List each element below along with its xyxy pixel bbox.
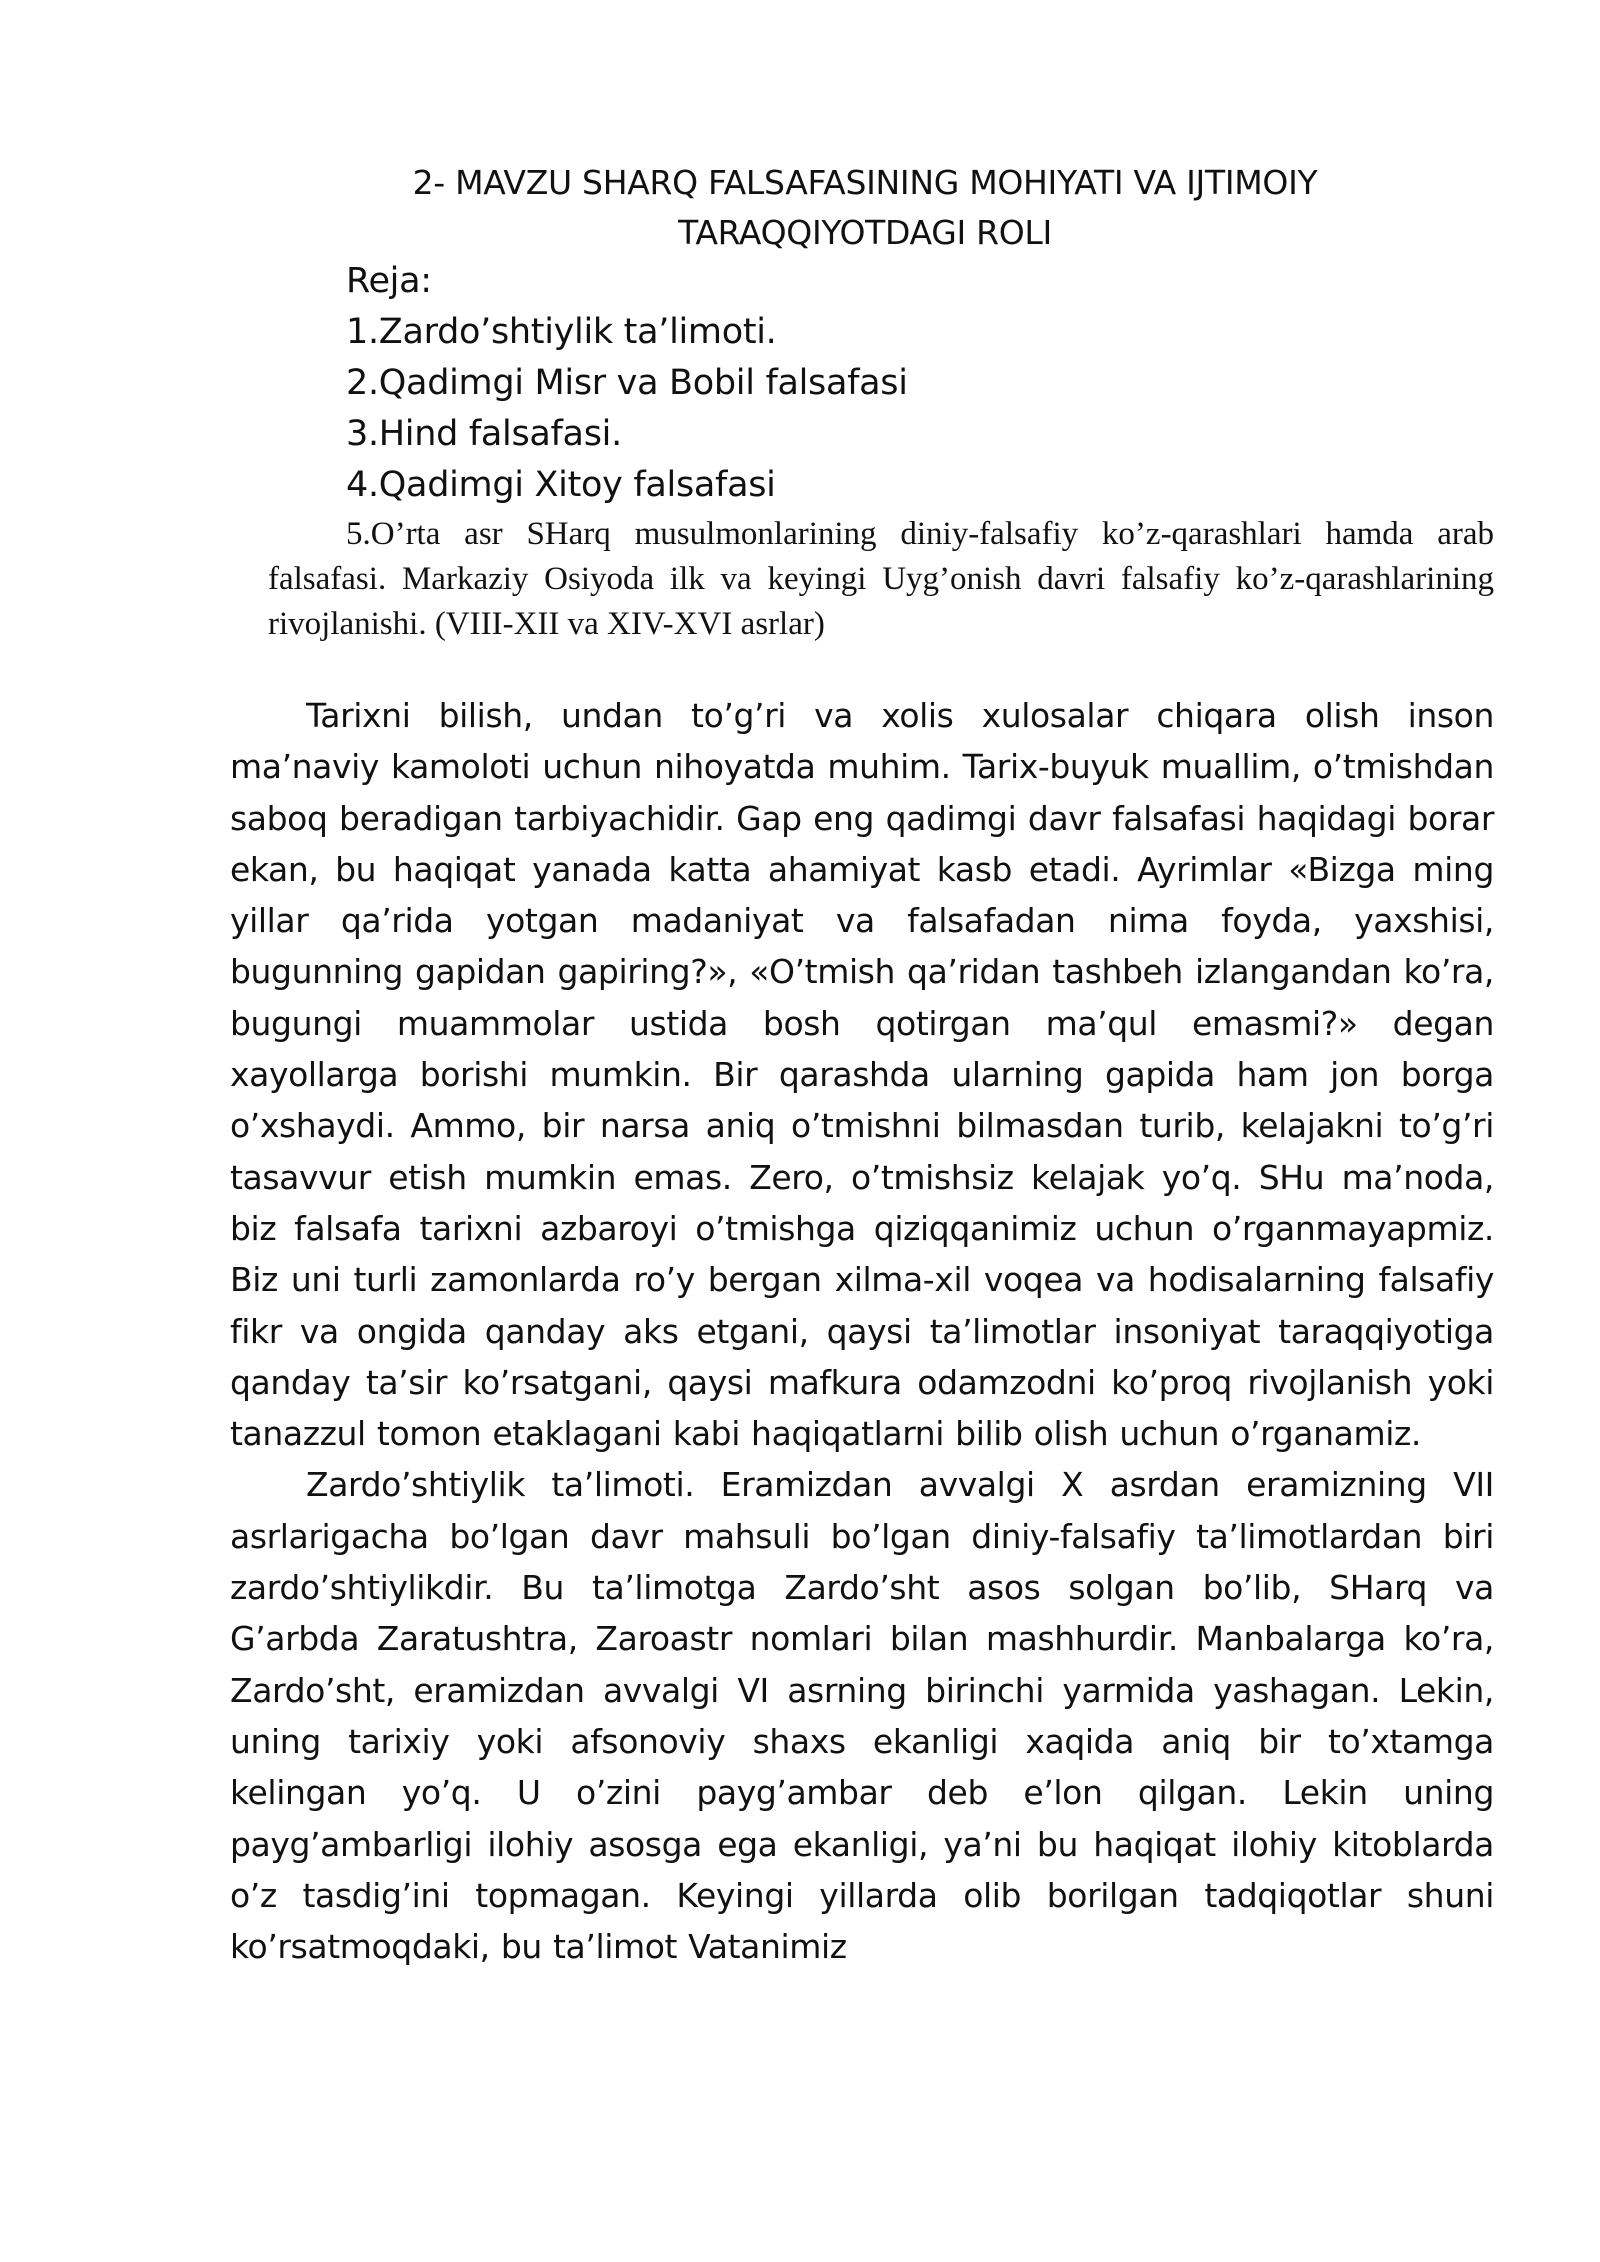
plan-item: 3.Hind falsafasi.: [346, 414, 622, 454]
plan-item: 2.Qadimgi Misr va Bobil falsafasi: [346, 363, 908, 403]
plan-item: 5.O’rta asr SHarq musulmonlarining diniy-falsafiy ko’z-qarashlari hamda arab falsafasi. Markaziy Osiyoda ilk va keyingi Uyg’onish davri falsafiy ko’z-qarashlarining rivojlanishi. (VIII-XII va XIV-XVI asrlar): [268, 516, 1494, 642]
plan-item: 4.Qadimgi Xitoy falsafasi: [346, 465, 776, 505]
paragraph: Zardo’shtiylik ta’limoti. Eramizdan avvalgi X asrdan eramizning VII asrlarigacha bo’lgan davr mahsuli bo’lgan diniy-falsafiy ta’limotlardan biri zardo’shtiylikdir. Bu ta’limotga Zardo’sht asos solgan bo’lib, SHarq va G’arbda Zaratushtra, Zaroastr nomlari bilan mashhurdir. Manbalarga ko’ra, Zardo’sht, eramizdan avvalgi VI asrning birinchi yarmida yashagan. Lekin, uning tarixiy yoki afsonoviy shaxs ekanligi xaqida aniq bir to’xtamga kelingan yo’q. U o’zini payg’ambar deb e’lon qilgan. Lekin uning payg’ambarligi ilohiy asosga ega ekanligi, ya’ni bu haqiqat ilohiy kitoblarda o’z tasdig’ini topmagan. Keyingi yillarda olib borilgan tadqiqotlar shuni ko’rsatmoqdaki, bu ta’limot Vatanimiz: [230, 1465, 1494, 1967]
plan-heading: Reja:: [346, 261, 432, 301]
body-text: [230, 690, 1494, 1972]
page-title: 2- MAVZU SHARQ FALSAFASINING MOHIYATI VA IJTIMOIY TARAQQIYOTDAGI ROLI: [412, 163, 1318, 252]
plan-list: [346, 256, 908, 511]
plan-item: 1.Zardo’shtiylik ta’limoti.: [346, 312, 777, 352]
paragraph: Tarixni bilish, undan to’g’ri va xolis xulosalar chiqara olish inson ma’naviy kamoloti uchun nihoyatda muhim. Tarix-buyuk muallim, o’tmishdan saboq beradigan tarbiyachidir. Gap eng qadimgi davr falsafasi haqidagi borar ekan, bu haqiqat yanada katta ahamiyat kasb etadi. Ayrimlar «Bizga ming yillar qa’rida yotgan madaniyat va falsafadan nima foyda, yaxshisi, bugunning gapidan gapiring?», «O’tmish qa’ridan tashbeh izlangandan ko’ra, bugungi muammolar ustida bosh qotirgan ma’qul emasmi?» degan xayollarga borishi mumkin. Bir qarashda ularning gapida ham jon borga o’xshaydi. Ammo, bir narsa aniq o’tmishni bilmasdan turib, kelajakni to’g’ri tasavvur etish mumkin emas. Zero, o’tmishsiz kelajak yo’q. SHu ma’noda, biz falsafa tarixni azbaroyi o’tmishga qiziqqanimiz uchun o’rganmayapmiz. Biz uni turli zamonlarda ro’y bergan xilma-xil voqea va hodisalarning falsafiy fikr va ongida qanday aks etgani, qaysi ta’limotlar insoniyat taraqqiyotiga qanday ta’sir ko’rsatgani, qaysi mafkura odamzodni ko’proq rivojlanish yoki tanazzul tomon etaklagani kabi haqiqatlarni bilib olish uchun o’rganamiz.: [230, 696, 1494, 1454]
